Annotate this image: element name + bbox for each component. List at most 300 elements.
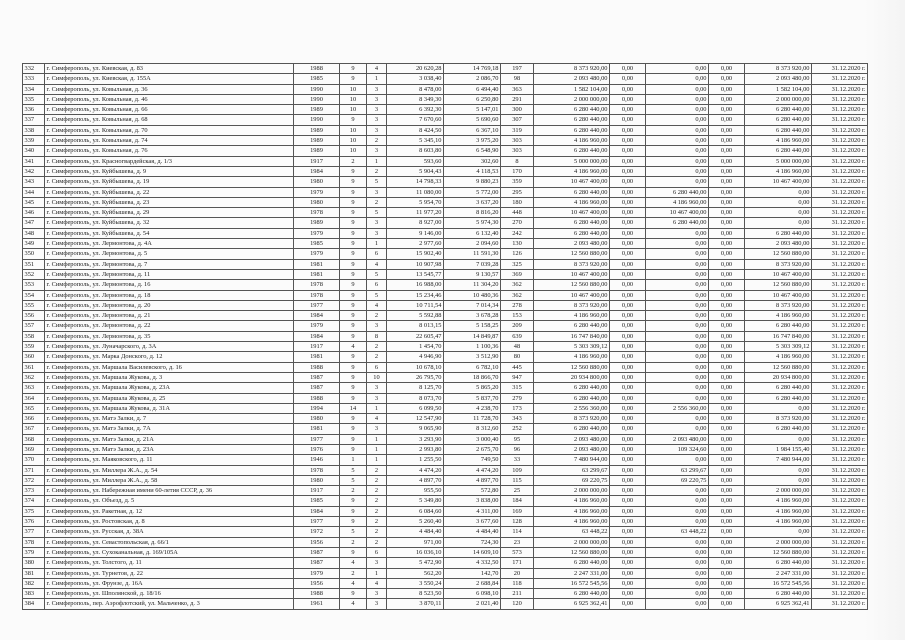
cell-total-area: 20 620,28 <box>387 64 444 74</box>
cell-fund-owners: 4 186 960,00 <box>745 166 812 176</box>
table-row <box>23 558 868 568</box>
cell-address: г. Симферополь, ул. Лермонтова, д. 22 <box>45 321 294 331</box>
cell-residents: 573 <box>501 547 534 557</box>
cell-cost-total: 7 480 944,00 <box>534 455 610 465</box>
cell-address: г. Симферополь, ул. Красногвардейская, д. 1/3 <box>45 156 294 166</box>
cell-deadline: 31.12.2020 г. <box>812 527 868 537</box>
cell-deadline: 31.12.2020 г. <box>812 362 868 372</box>
table-row <box>23 517 868 527</box>
cell-row-number: 337 <box>23 115 45 125</box>
cell-fund-federal: 0,00 <box>610 434 646 444</box>
table-row <box>23 537 868 547</box>
table-row <box>23 136 868 146</box>
cell-cost-total: 6 280 440,00 <box>534 228 610 238</box>
cell-fund-local: 0,00 <box>709 187 745 197</box>
cell-floors: 10 <box>340 146 367 156</box>
cell-row-number: 334 <box>23 84 45 94</box>
cell-total-area: 1 255,50 <box>387 455 444 465</box>
table-row <box>23 94 868 104</box>
cell-fund-regional: 0,00 <box>646 146 709 156</box>
cell-total-area: 8 125,70 <box>387 383 444 393</box>
cell-floors: 9 <box>340 547 367 557</box>
cell-residents: 303 <box>501 136 534 146</box>
cell-address: г. Симферополь, ул. Ковыльная, д. 70 <box>45 125 294 135</box>
table-row <box>23 434 868 444</box>
cell-residents: 445 <box>501 362 534 372</box>
cell-fund-owners: 8 373 920,00 <box>745 414 812 424</box>
cell-row-number: 381 <box>23 568 45 578</box>
cell-living-area: 14 769,18 <box>444 64 501 74</box>
table-row <box>23 64 868 74</box>
cell-floors: 9 <box>340 228 367 238</box>
cell-fund-federal: 0,00 <box>610 74 646 84</box>
cell-floors: 5 <box>340 475 367 485</box>
cell-entrances: 4 <box>367 300 387 310</box>
cell-row-number: 363 <box>23 383 45 393</box>
cell-residents: 295 <box>501 187 534 197</box>
cell-residents: 315 <box>501 383 534 393</box>
cell-fund-local: 0,00 <box>709 156 745 166</box>
cell-total-area: 955,50 <box>387 486 444 496</box>
cell-year-built: 1978 <box>294 290 340 300</box>
cell-year-built: 1988 <box>294 393 340 403</box>
cell-floors: 9 <box>340 372 367 382</box>
cell-address: г. Симферополь, ул. Маршала Жукова, д. 3 <box>45 372 294 382</box>
cell-residents: 252 <box>501 424 534 434</box>
cell-fund-local: 0,00 <box>709 537 745 547</box>
cell-floors: 9 <box>340 64 367 74</box>
cell-total-area: 7 670,60 <box>387 115 444 125</box>
cell-fund-local: 0,00 <box>709 517 745 527</box>
cell-address: г. Симферополь, ул. Ракетная, д. 12 <box>45 506 294 516</box>
cell-year-built: 1994 <box>294 403 340 413</box>
cell-entrances: 2 <box>367 197 387 207</box>
cell-total-area: 4 484,40 <box>387 527 444 537</box>
cell-fund-local: 0,00 <box>709 486 745 496</box>
cell-row-number: 352 <box>23 269 45 279</box>
cell-fund-regional: 0,00 <box>646 84 709 94</box>
cell-deadline: 31.12.2020 г. <box>812 589 868 599</box>
cell-fund-federal: 0,00 <box>610 64 646 74</box>
cell-total-area: 12 547,90 <box>387 414 444 424</box>
cell-floors: 9 <box>340 177 367 187</box>
cell-row-number: 378 <box>23 537 45 547</box>
cell-living-area: 6 367,10 <box>444 125 501 135</box>
cell-fund-federal: 0,00 <box>610 475 646 485</box>
cell-cost-total: 69 220,75 <box>534 475 610 485</box>
cell-entrances: 2 <box>367 311 387 321</box>
cell-cost-total: 12 560 880,00 <box>534 362 610 372</box>
cell-fund-owners: 1 984 155,40 <box>745 444 812 454</box>
cell-total-area: 6 099,50 <box>387 403 444 413</box>
table-row <box>23 156 868 166</box>
cell-year-built: 1990 <box>294 115 340 125</box>
cell-address: г. Симферополь, ул. Севастопольская, д. 66/1 <box>45 537 294 547</box>
cell-cost-total: 2 093 480,00 <box>534 434 610 444</box>
cell-deadline: 31.12.2020 г. <box>812 218 868 228</box>
cell-year-built: 1985 <box>294 239 340 249</box>
cell-year-built: 1956 <box>294 578 340 588</box>
cell-fund-owners: 0,00 <box>745 208 812 218</box>
cell-year-built: 1976 <box>294 444 340 454</box>
table-row <box>23 506 868 516</box>
cell-fund-owners: 5 000 000,00 <box>745 156 812 166</box>
cell-row-number: 346 <box>23 208 45 218</box>
cell-fund-owners: 5 303 309,12 <box>745 342 812 352</box>
cell-residents: 639 <box>501 331 534 341</box>
cell-fund-federal: 0,00 <box>610 311 646 321</box>
cell-living-area: 3 677,60 <box>444 517 501 527</box>
cell-row-number: 344 <box>23 187 45 197</box>
cell-year-built: 1987 <box>294 558 340 568</box>
cell-address: г. Симферополь, ул. Маршала Жукова, д. 23А <box>45 383 294 393</box>
cell-fund-federal: 0,00 <box>610 300 646 310</box>
cell-floors: 9 <box>340 239 367 249</box>
cell-residents: 80 <box>501 352 534 362</box>
table-row <box>23 599 868 609</box>
cell-fund-owners: 6 280 440,00 <box>745 321 812 331</box>
cell-year-built: 1981 <box>294 259 340 269</box>
cell-address: г. Симферополь, ул. Матэ Залки, д. 7 <box>45 414 294 424</box>
cell-fund-owners: 2 000 000,00 <box>745 486 812 496</box>
cell-row-number: 371 <box>23 465 45 475</box>
cell-fund-federal: 0,00 <box>610 218 646 228</box>
cell-fund-local: 0,00 <box>709 321 745 331</box>
cell-deadline: 31.12.2020 г. <box>812 74 868 84</box>
cell-fund-regional: 0,00 <box>646 300 709 310</box>
cell-living-area: 6 098,10 <box>444 589 501 599</box>
cell-fund-regional: 0,00 <box>646 64 709 74</box>
cell-fund-owners: 12 560 880,00 <box>745 249 812 259</box>
table-row <box>23 589 868 599</box>
cell-deadline: 31.12.2020 г. <box>812 434 868 444</box>
cell-entrances: 1 <box>367 455 387 465</box>
cell-fund-owners: 4 186 960,00 <box>745 506 812 516</box>
cell-floors: 9 <box>340 280 367 290</box>
cell-residents: 114 <box>501 527 534 537</box>
cell-year-built: 1979 <box>294 249 340 259</box>
cell-cost-total: 5 303 309,12 <box>534 342 610 352</box>
cell-total-area: 1 454,70 <box>387 342 444 352</box>
cell-year-built: 1980 <box>294 197 340 207</box>
cell-address: г. Симферополь, ул. Миллера Ж.А., д. 54 <box>45 465 294 475</box>
cell-row-number: 361 <box>23 362 45 372</box>
cell-residents: 359 <box>501 177 534 187</box>
cell-year-built: 1980 <box>294 414 340 424</box>
cell-fund-regional: 0,00 <box>646 578 709 588</box>
cell-row-number: 380 <box>23 558 45 568</box>
cell-entrances: 3 <box>367 599 387 609</box>
cell-cost-total: 6 280 440,00 <box>534 589 610 599</box>
table-row <box>23 331 868 341</box>
cell-floors: 4 <box>340 342 367 352</box>
cell-cost-total: 10 467 400,00 <box>534 208 610 218</box>
cell-address: г. Симферополь, ул. Куйбышева, д. 23 <box>45 197 294 207</box>
cell-floors: 9 <box>340 321 367 331</box>
cell-residents: 33 <box>501 455 534 465</box>
cell-fund-federal: 0,00 <box>610 177 646 187</box>
cell-floors: 9 <box>340 393 367 403</box>
cell-deadline: 31.12.2020 г. <box>812 136 868 146</box>
cell-residents: 291 <box>501 94 534 104</box>
cell-floors: 9 <box>340 249 367 259</box>
cell-residents: 20 <box>501 568 534 578</box>
cell-residents: 307 <box>501 115 534 125</box>
cell-floors: 4 <box>340 599 367 609</box>
cell-entrances: 3 <box>367 218 387 228</box>
cell-fund-owners: 6 280 440,00 <box>745 558 812 568</box>
cell-fund-regional: 0,00 <box>646 558 709 568</box>
cell-cost-total: 2 247 331,00 <box>534 568 610 578</box>
cell-cost-total: 6 280 440,00 <box>534 321 610 331</box>
table-row <box>23 208 868 218</box>
cell-address: г. Симферополь, ул. Лермонтова, д. 16 <box>45 280 294 290</box>
cell-fund-owners: 0,00 <box>745 187 812 197</box>
cell-total-area: 15 234,46 <box>387 290 444 300</box>
cell-fund-regional: 0,00 <box>646 496 709 506</box>
cell-row-number: 347 <box>23 218 45 228</box>
cell-deadline: 31.12.2020 г. <box>812 475 868 485</box>
cell-total-area: 3 550,24 <box>387 578 444 588</box>
cell-fund-local: 0,00 <box>709 259 745 269</box>
cell-fund-federal: 0,00 <box>610 589 646 599</box>
cell-row-number: 341 <box>23 156 45 166</box>
cell-total-area: 2 977,60 <box>387 239 444 249</box>
cell-living-area: 3 838,00 <box>444 496 501 506</box>
cell-total-area: 8 013,15 <box>387 321 444 331</box>
cell-entrances: 3 <box>367 94 387 104</box>
cell-row-number: 358 <box>23 331 45 341</box>
cell-fund-federal: 0,00 <box>610 517 646 527</box>
cell-cost-total: 5 000 000,00 <box>534 156 610 166</box>
cell-total-area: 8 927,00 <box>387 218 444 228</box>
cell-row-number: 370 <box>23 455 45 465</box>
cell-year-built: 1988 <box>294 589 340 599</box>
cell-address: г. Симферополь, ул. Лермонтова, д. 5 <box>45 249 294 259</box>
cell-fund-owners: 4 186 960,00 <box>745 496 812 506</box>
cell-cost-total: 10 467 400,00 <box>534 177 610 187</box>
cell-deadline: 31.12.2020 г. <box>812 547 868 557</box>
cell-deadline: 31.12.2020 г. <box>812 269 868 279</box>
cell-fund-federal: 0,00 <box>610 558 646 568</box>
cell-address: г. Симферополь, ул. Марка Донского, д. 12 <box>45 352 294 362</box>
cell-fund-local: 0,00 <box>709 342 745 352</box>
cell-living-area: 9 130,57 <box>444 269 501 279</box>
cell-fund-regional: 0,00 <box>646 136 709 146</box>
cell-fund-regional: 6 280 440,00 <box>646 187 709 197</box>
cell-entrances: 1 <box>367 568 387 578</box>
cell-floors: 9 <box>340 74 367 84</box>
cell-living-area: 4 332,50 <box>444 558 501 568</box>
cell-address: г. Симферополь, ул. Ковыльная, д. 66 <box>45 105 294 115</box>
cell-entrances: 8 <box>367 331 387 341</box>
cell-total-area: 5 904,43 <box>387 166 444 176</box>
cell-deadline: 31.12.2020 г. <box>812 506 868 516</box>
table-row <box>23 197 868 207</box>
cell-year-built: 1977 <box>294 434 340 444</box>
cell-year-built: 1984 <box>294 331 340 341</box>
cell-entrances: 3 <box>367 589 387 599</box>
cell-year-built: 1989 <box>294 218 340 228</box>
cell-cost-total: 6 280 440,00 <box>534 187 610 197</box>
cell-entrances: 3 <box>367 125 387 135</box>
cell-fund-federal: 0,00 <box>610 444 646 454</box>
cell-fund-regional: 4 186 960,00 <box>646 197 709 207</box>
cell-deadline: 31.12.2020 г. <box>812 125 868 135</box>
cell-address: г. Симферополь, ул. Шполянской, д. 18/16 <box>45 589 294 599</box>
cell-year-built: 1980 <box>294 177 340 187</box>
cell-fund-owners: 6 280 440,00 <box>745 228 812 238</box>
cell-cost-total: 63 299,67 <box>534 465 610 475</box>
cell-residents: 25 <box>501 486 534 496</box>
cell-fund-federal: 0,00 <box>610 414 646 424</box>
cell-entrances: 2 <box>367 506 387 516</box>
table-row <box>23 321 868 331</box>
cell-fund-owners: 6 280 440,00 <box>745 424 812 434</box>
cell-address: г. Симферополь, ул. Сухоканальная, д. 169/105А <box>45 547 294 557</box>
cell-cost-total: 4 186 960,00 <box>534 311 610 321</box>
cell-entrances: 5 <box>367 177 387 187</box>
cell-living-area: 2 086,70 <box>444 74 501 84</box>
cell-floors: 9 <box>340 383 367 393</box>
cell-fund-local: 0,00 <box>709 74 745 84</box>
cell-residents: 128 <box>501 517 534 527</box>
cell-entrances: 5 <box>367 269 387 279</box>
cell-living-area: 3 512,90 <box>444 352 501 362</box>
cell-row-number: 353 <box>23 280 45 290</box>
cell-total-area: 2 993,80 <box>387 444 444 454</box>
cell-total-area: 14 798,33 <box>387 177 444 187</box>
cell-total-area: 8 478,00 <box>387 84 444 94</box>
table-row <box>23 228 868 238</box>
cell-fund-owners: 8 373 920,00 <box>745 64 812 74</box>
table-row <box>23 414 868 424</box>
cell-row-number: 372 <box>23 475 45 485</box>
cell-residents: 109 <box>501 465 534 475</box>
cell-fund-local: 0,00 <box>709 506 745 516</box>
cell-address: г. Симферополь, ул. Миллера Ж.А., д. 58 <box>45 475 294 485</box>
cell-year-built: 1979 <box>294 321 340 331</box>
cell-entrances: 6 <box>367 249 387 259</box>
cell-fund-owners: 4 186 960,00 <box>745 352 812 362</box>
cell-fund-owners: 4 186 960,00 <box>745 517 812 527</box>
cell-living-area: 5 147,01 <box>444 105 501 115</box>
cell-fund-local: 0,00 <box>709 383 745 393</box>
cell-residents: 23 <box>501 537 534 547</box>
cell-cost-total: 1 582 104,00 <box>534 84 610 94</box>
cell-fund-local: 0,00 <box>709 424 745 434</box>
table-row <box>23 578 868 588</box>
cell-deadline: 31.12.2020 г. <box>812 403 868 413</box>
cell-floors: 9 <box>340 362 367 372</box>
cell-living-area: 2 094,60 <box>444 239 501 249</box>
cell-fund-regional: 0,00 <box>646 424 709 434</box>
cell-fund-local: 0,00 <box>709 280 745 290</box>
cell-fund-regional: 0,00 <box>646 455 709 465</box>
cell-fund-owners: 2 093 480,00 <box>745 239 812 249</box>
cell-deadline: 31.12.2020 г. <box>812 393 868 403</box>
cell-fund-regional: 0,00 <box>646 568 709 578</box>
cell-address: г. Симферополь, ул. Матэ Залки, д. 7А <box>45 424 294 434</box>
cell-floors: 9 <box>340 166 367 176</box>
cell-total-area: 11 977,20 <box>387 208 444 218</box>
cell-fund-local: 0,00 <box>709 300 745 310</box>
cell-deadline: 31.12.2020 г. <box>812 496 868 506</box>
cell-row-number: 373 <box>23 486 45 496</box>
cell-year-built: 1978 <box>294 465 340 475</box>
table-row <box>23 486 868 496</box>
cell-total-area: 8 349,30 <box>387 94 444 104</box>
cell-fund-federal: 0,00 <box>610 156 646 166</box>
cell-total-area: 8 424,50 <box>387 125 444 135</box>
cell-fund-owners: 10 467 400,00 <box>745 290 812 300</box>
cell-residents: 115 <box>501 475 534 485</box>
cell-living-area: 5 772,00 <box>444 187 501 197</box>
cell-floors: 9 <box>340 197 367 207</box>
table-row <box>23 249 868 259</box>
cell-fund-regional: 0,00 <box>646 280 709 290</box>
cell-year-built: 1984 <box>294 506 340 516</box>
cell-address: г. Симферополь, ул. Ковыльная, д. 74 <box>45 136 294 146</box>
cell-fund-federal: 0,00 <box>610 84 646 94</box>
cell-floors: 9 <box>340 269 367 279</box>
cell-living-area: 5 974,30 <box>444 218 501 228</box>
cell-fund-local: 0,00 <box>709 177 745 187</box>
table-row <box>23 444 868 454</box>
cell-cost-total: 2 000 000,00 <box>534 537 610 547</box>
table-row <box>23 218 868 228</box>
cell-residents: 170 <box>501 166 534 176</box>
table-row <box>23 465 868 475</box>
cell-fund-federal: 0,00 <box>610 393 646 403</box>
cell-fund-local: 0,00 <box>709 496 745 506</box>
cell-fund-local: 0,00 <box>709 269 745 279</box>
cell-living-area: 4 238,70 <box>444 403 501 413</box>
cell-entrances: 1 <box>367 74 387 84</box>
cell-row-number: 332 <box>23 64 45 74</box>
cell-year-built: 1961 <box>294 599 340 609</box>
cell-fund-federal: 0,00 <box>610 166 646 176</box>
cell-total-area: 15 902,40 <box>387 249 444 259</box>
cell-entrances: 10 <box>367 372 387 382</box>
cell-fund-federal: 0,00 <box>610 269 646 279</box>
table-row <box>23 547 868 557</box>
cell-fund-local: 0,00 <box>709 475 745 485</box>
cell-fund-regional: 0,00 <box>646 115 709 125</box>
cell-row-number: 338 <box>23 125 45 135</box>
cell-total-area: 13 545,77 <box>387 269 444 279</box>
cell-address: г. Симферополь, ул. Маршала Василевского, д. 16 <box>45 362 294 372</box>
cell-floors: 9 <box>340 187 367 197</box>
cell-fund-local: 0,00 <box>709 403 745 413</box>
cell-residents: 278 <box>501 300 534 310</box>
cell-fund-local: 0,00 <box>709 372 745 382</box>
cell-floors: 9 <box>340 331 367 341</box>
table-row <box>23 455 868 465</box>
cell-year-built: 1981 <box>294 424 340 434</box>
cell-entrances: 4 <box>367 64 387 74</box>
cell-fund-owners: 0,00 <box>745 434 812 444</box>
table-row <box>23 475 868 485</box>
cell-living-area: 2 675,70 <box>444 444 501 454</box>
cell-fund-local: 0,00 <box>709 239 745 249</box>
cell-fund-regional: 0,00 <box>646 269 709 279</box>
cell-cost-total: 12 560 880,00 <box>534 280 610 290</box>
cell-total-area: 9 065,90 <box>387 424 444 434</box>
cell-fund-owners: 4 186 960,00 <box>745 311 812 321</box>
cell-address: г. Симферополь, ул. Объезд, д. 5 <box>45 496 294 506</box>
cell-address: г. Симферополь, ул. Лермонтова, д. 20 <box>45 300 294 310</box>
